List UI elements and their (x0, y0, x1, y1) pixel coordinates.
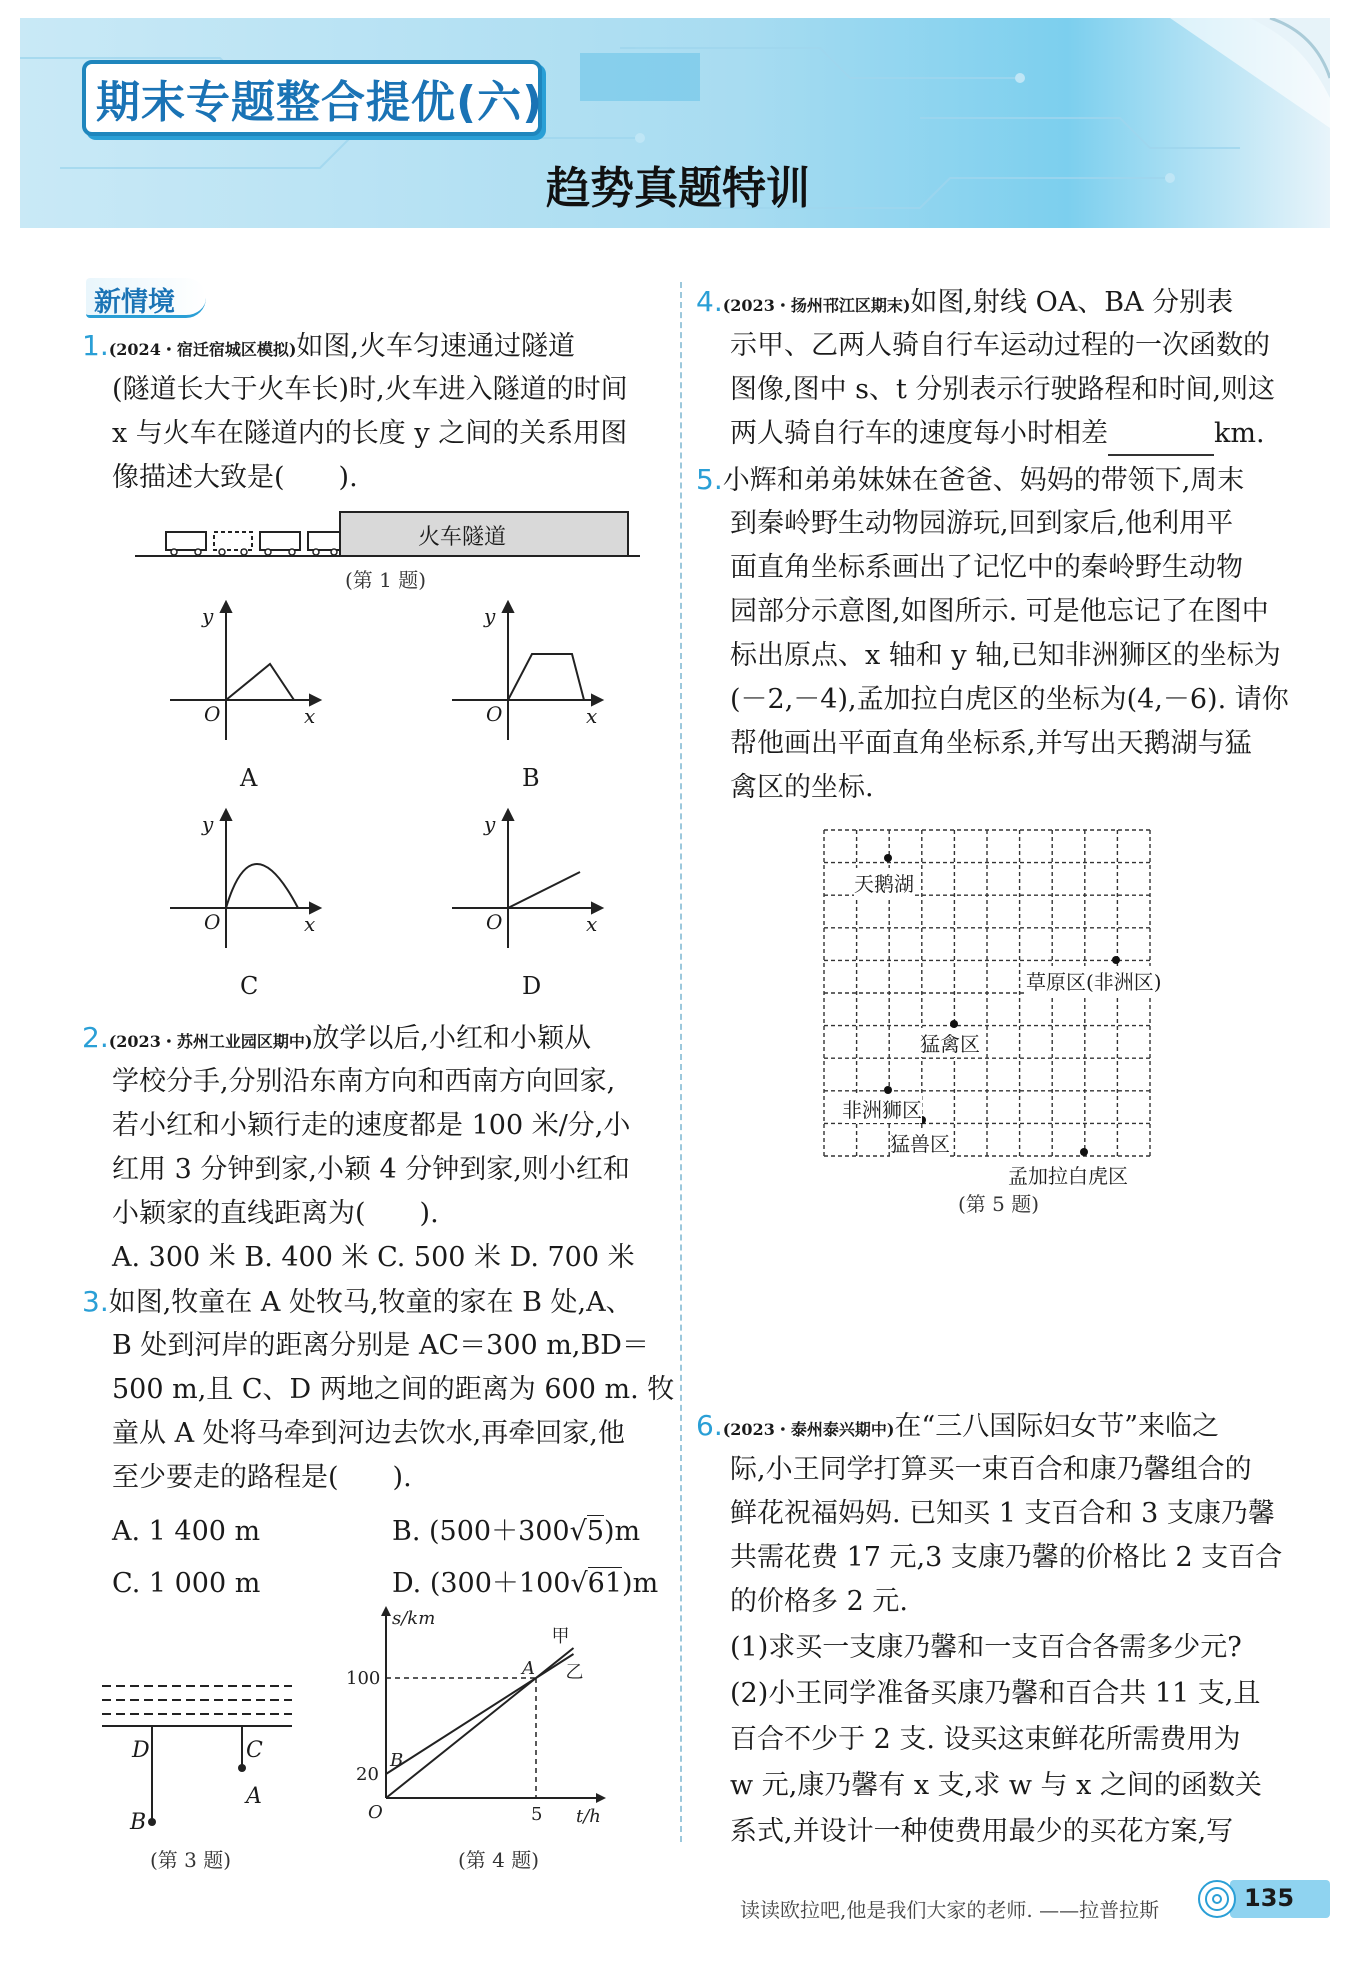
page-number: 135 (1244, 1884, 1295, 1912)
q4-number: 4. (696, 285, 723, 318)
graph-c-x-label: x (304, 912, 316, 936)
q3-label-d: D (132, 1738, 150, 1763)
q3-option-b (392, 1510, 640, 1554)
point-grassland (1112, 956, 1120, 964)
option-a-label: A (240, 764, 258, 792)
point-raptor (950, 1020, 958, 1028)
option-d-label: D (522, 972, 542, 1000)
q2-line-3: 若小红和小颖行走的速度都是 100 米/分,小 (112, 1110, 631, 1141)
q2-source: (2023・苏州工业园区期中) (108, 1032, 313, 1051)
q3-option-a: A. 1 400 m (112, 1516, 261, 1547)
q4-caption: (第 4 题) (458, 1848, 540, 1872)
label-lion: 非洲狮区 (842, 1094, 922, 1123)
q3-option-b-pre: B. (500＋300 (392, 1516, 570, 1547)
q4-y-arrow (381, 1606, 391, 1616)
q1-line-2: (隧道长大于火车长)时,火车进入隧道的时间 (112, 374, 628, 405)
label-raptor: 猛禽区 (920, 1028, 980, 1057)
q3-line-2: B 处到河岸的距离分别是 AC＝300 m,BD＝ (112, 1330, 649, 1361)
q4-unit: km. (1214, 418, 1265, 449)
option-c-label: C (240, 972, 259, 1000)
q4-series-line-2 (386, 1654, 574, 1774)
q4-y-tick-20: 20 (356, 1764, 379, 1785)
q5-number: 5. (696, 463, 723, 496)
q4-point-b: B (390, 1750, 404, 1771)
q6-number: 6. (696, 1409, 723, 1442)
graph-b-origin: O (486, 702, 503, 726)
q3-line-1 (82, 1280, 633, 1325)
graph-d-origin: O (486, 910, 503, 934)
label-beast: 猛兽区 (890, 1128, 950, 1157)
q5-line-7: 帮他画出平面直角坐标系,并写出天鹅湖与猛 (730, 728, 1252, 759)
q5-caption: (第 5 题) (958, 1192, 1040, 1216)
q3-line-3: 500 m,且 C、D 两地之间的距离为 600 m. 牧 (112, 1374, 675, 1405)
sqrt-icon: √ (569, 1516, 587, 1547)
q4-origin: O (368, 1802, 383, 1823)
q1-line-4: 像描述大致是( ). (112, 462, 358, 493)
q1-number: 1. (82, 329, 109, 362)
label-swan-lake: 天鹅湖 (854, 868, 914, 897)
q6-line-2: 际,小王同学打算买一束百合和康乃馨组合的 (730, 1454, 1252, 1485)
q1-line-1 (82, 324, 575, 372)
q6-line-4: 共需花费 17 元,3 支康乃馨的价格比 2 支百合 (730, 1542, 1283, 1573)
q4-series-label-1: 甲 (551, 1626, 570, 1647)
graph-c-origin: O (204, 910, 221, 934)
q2-line-2: 学校分手,分别沿东南方向和西南方向回家, (112, 1066, 616, 1097)
graph-d-y-label: y (484, 812, 496, 836)
q3-river-figure (100, 1680, 300, 1830)
q2-number: 2. (82, 1021, 109, 1054)
q3-option-d-radicand: 61 (587, 1568, 623, 1599)
option-b-label: B (522, 764, 540, 792)
tunnel-label: 火车隧道 (418, 525, 507, 550)
point-lion (884, 1086, 892, 1094)
q4-text-1: 如图,射线 OA、BA 分别表 (910, 287, 1234, 318)
q4-series-label-2: 乙 (565, 1662, 584, 1683)
q3-option-b-radicand: 5 (586, 1516, 605, 1547)
q4-line-1 (696, 280, 1233, 328)
q4-line-4 (730, 412, 1265, 456)
q6-line-9: w 元,康乃馨有 x 支,求 w 与 x 之间的函数关 (730, 1770, 1262, 1801)
q4-chart (340, 1606, 650, 1836)
section-tag: 新情境 (94, 287, 175, 318)
q4-line-3: 图像,图中 s、t 分别表示行驶路程和时间,则这 (730, 374, 1276, 405)
q4-x-arrow (596, 1793, 606, 1803)
q2-line-5: 小颖家的直线距离为( ). (112, 1198, 439, 1229)
q4-x-label: t/h (576, 1806, 601, 1827)
label-tiger: 孟加拉白虎区 (1008, 1160, 1128, 1189)
q4-answer-blank[interactable] (1108, 426, 1214, 456)
q1-source: (2024・宿迁宿城区模拟) (108, 340, 297, 359)
q6-line-7: (2)小王同学准备买康乃馨和百合共 11 支,且 (730, 1678, 1261, 1709)
q5-line-5: 标出原点、x 轴和 y 轴,已知非洲狮区的坐标为 (730, 640, 1281, 671)
graph-d-x-label: x (586, 912, 598, 936)
q5-line-3: 面直角坐标系画出了记忆中的秦岭野生动物 (730, 552, 1243, 583)
q4-source: (2023・扬州邗江区期末) (722, 296, 911, 315)
column-divider (680, 282, 682, 1842)
q3-label-c: C (246, 1738, 263, 1763)
q6-line-3: 鲜花祝福妈妈. 已知买 1 支百合和 3 支康乃馨 (730, 1498, 1275, 1529)
q5-line-6: (－2,－4),孟加拉白虎区的坐标为(4,－6). 请你 (730, 684, 1289, 715)
q1-caption: (第 1 题) (345, 568, 427, 592)
point-swan-lake (884, 854, 892, 862)
page-subtitle: 趋势真题特训 (546, 163, 810, 214)
q3-label-a: A (246, 1784, 262, 1809)
train-tunnel-figure (130, 506, 650, 562)
graph-a-y-label: y (202, 604, 214, 628)
q4-x-tick-5: 5 (531, 1804, 543, 1825)
q3-number: 3. (82, 1285, 109, 1318)
q3-label-b: B (130, 1810, 147, 1835)
q6-source: (2023・泰州泰兴期中) (722, 1420, 895, 1439)
q3-option-d (392, 1562, 658, 1606)
q3-option-d-post: )m (622, 1568, 659, 1599)
graph-c-y-label: y (202, 812, 214, 836)
q6-text-1: 在“三八国际妇女节”来临之 (894, 1411, 1220, 1442)
page-curl-icon (1250, 18, 1330, 98)
q3-line-5: 至少要走的路程是( ). (112, 1462, 412, 1493)
page-title: 期末专题整合提优(六) (96, 77, 544, 128)
graph-b-x-label: x (586, 704, 598, 728)
q1-option-graphs (160, 600, 630, 1010)
graph-a-x-label: x (304, 704, 316, 728)
sqrt-icon: √ (570, 1568, 588, 1599)
q1-line-3: x 与火车在隧道内的长度 y 之间的关系用图 (112, 418, 628, 449)
q2-line-4: 红用 3 分钟到家,小颖 4 分钟到家,则小红和 (112, 1154, 630, 1185)
q5-text-1: 小辉和弟弟妹妹在爸爸、妈妈的带领下,周末 (722, 465, 1245, 496)
q6-line-1 (696, 1404, 1219, 1452)
q6-line-10: 系式,并设计一种使费用最少的买花方案,写 (730, 1816, 1234, 1847)
q3-line-4: 童从 A 处将马牵到河边去饮水,再牵回家,他 (112, 1418, 625, 1449)
q4-text-4: 两人骑自行车的速度每小时相差 (730, 418, 1108, 449)
q5-line-4: 园部分示意图,如图所示. 可是他忘记了在图中 (730, 596, 1269, 627)
q3-option-d-pre: D. (300＋100 (392, 1568, 571, 1599)
graph-a-origin: O (204, 702, 221, 726)
q6-line-8: 百合不少于 2 支. 设买这束鲜花所需费用为 (730, 1724, 1241, 1755)
q4-y-tick-100: 100 (346, 1668, 381, 1689)
q4-series-line-1 (386, 1648, 574, 1798)
q3-caption: (第 3 题) (150, 1848, 232, 1872)
q3-text-1: 如图,牧童在 A 处牧马,牧童的家在 B 处,A、 (108, 1287, 633, 1318)
q3-option-c: C. 1 000 m (112, 1568, 261, 1599)
point-tiger (1080, 1148, 1088, 1156)
q5-line-2: 到秦岭野生动物园游玩,回到家后,他利用平 (730, 508, 1234, 539)
label-grassland: 草原区(非洲区) (1026, 966, 1162, 995)
q6-line-5: 的价格多 2 元. (730, 1586, 908, 1617)
q6-line-6: (1)求买一支康乃馨和一支百合各需多少元? (730, 1632, 1242, 1663)
graph-b-y-label: y (484, 604, 496, 628)
q5-line-1 (696, 458, 1244, 503)
spiral-icon (1196, 1878, 1238, 1920)
q4-point-a: A (522, 1658, 535, 1679)
q5-line-8: 禽区的坐标. (730, 772, 874, 803)
q4-y-label: s/km (392, 1608, 436, 1629)
footer-quote: 读读欧拉吧,他是我们大家的老师. ——拉普拉斯 (740, 1898, 1160, 1922)
q2-options: A. 300 米 B. 400 米 C. 500 米 D. 700 米 (112, 1242, 635, 1273)
q2-text-1: 放学以后,小红和小颖从 (312, 1023, 591, 1054)
q4-line-2: 示甲、乙两人骑自行车运动过程的一次函数的 (730, 330, 1270, 361)
q2-line-1 (82, 1016, 591, 1064)
q3-option-b-post: )m (604, 1516, 641, 1547)
q1-text-1: 如图,火车匀速通过隧道 (296, 331, 575, 362)
